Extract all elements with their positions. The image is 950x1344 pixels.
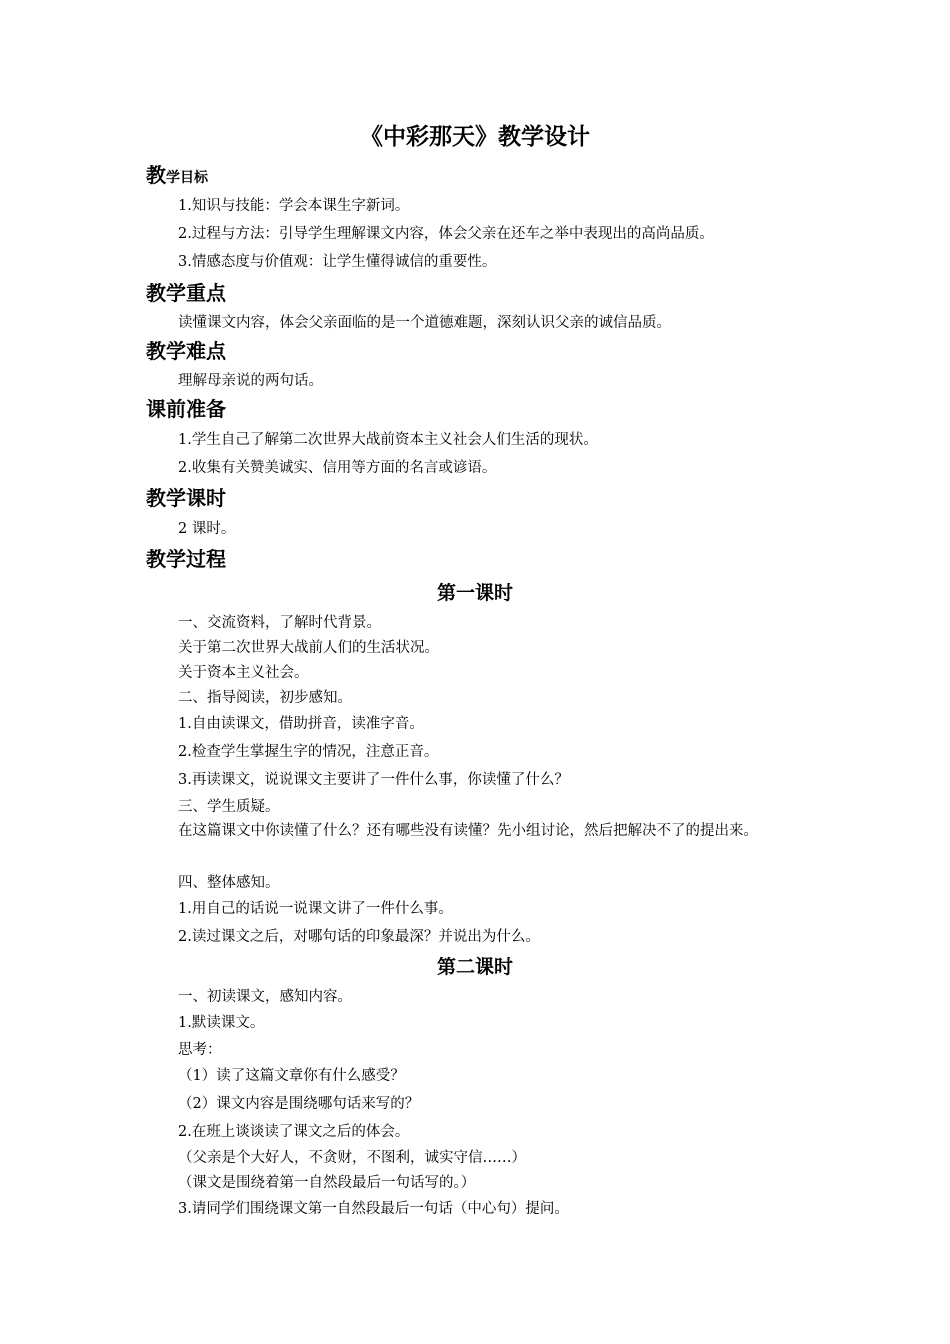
lesson2-line: （父亲是个大好人，不贪财，不图利，诚实守信……）: [178, 1150, 526, 1166]
goal-item: 1.知识与技能：学会本课生字新词。: [178, 198, 410, 214]
lesson2-line: 一、初读课文，感知内容。: [178, 989, 352, 1005]
difficulties-text: 理解母亲说的两句话。: [178, 373, 323, 389]
lesson2-line: （课文是围绕着第一自然段最后一句话写的。）: [178, 1175, 476, 1191]
heading-lesson-1: 第一课时: [436, 582, 513, 604]
lesson1-line: 2.检查学生掌握生字的情况，注意正音。: [178, 744, 439, 760]
lesson1-line: 二、指导阅读，初步感知。: [178, 690, 352, 706]
heading-difficulties: 教学难点: [146, 339, 226, 363]
lesson1-line: 1.自由读课文，借助拼音，读准字音。: [178, 716, 424, 732]
heading-teaching-process: 教学过程: [146, 547, 226, 571]
lesson1-line: 关于资本主义社会。: [178, 665, 309, 681]
lesson2-line: 3.请同学们围绕课文第一自然段最后一句话（中心句）提问。: [178, 1201, 569, 1217]
lesson1-line: 一、交流资料，了解时代背景。: [178, 615, 381, 631]
lesson1-line: 1.用自己的话说一说课文讲了一件什么事。: [178, 901, 453, 917]
key-points-text: 读懂课文内容，体会父亲面临的是一个道德难题，深刻认识父亲的诚信品质。: [178, 315, 671, 331]
lesson1-line: 关于第二次世界大战前人们的生活状况。: [178, 640, 439, 656]
lesson2-line: 2.在班上谈谈读了课文之后的体会。: [178, 1124, 410, 1140]
preparation-item: 1.学生自己了解第二次世界大战前资本主义社会人们生活的现状。: [178, 432, 598, 448]
heading-teaching-goals: [146, 162, 208, 191]
lesson1-paragraph: 在这篇课文中你读懂了什么？还有哪些没有读懂？先小组讨论，然后把解决不了的提出来。: [178, 823, 758, 839]
heading-preparation: 课前准备: [146, 397, 226, 421]
lesson1-line: 2.读过课文之后，对哪句话的印象最深？并说出为什么。: [178, 929, 540, 945]
lesson2-line: 思考：: [178, 1042, 222, 1058]
heading-class-hours: 教学课时: [146, 486, 226, 510]
lesson2-line: 1.默读课文。: [178, 1015, 265, 1031]
lesson2-line: （1）读了这篇文章你有什么感受？: [178, 1068, 405, 1084]
lesson1-line: 三、学生质疑。: [178, 799, 280, 815]
lesson2-line: （2）课文内容是围绕哪句话来写的？: [178, 1096, 420, 1112]
goal-item: 2.过程与方法：引导学生理解课文内容，体会父亲在还车之举中表现出的高尚品质。: [178, 226, 714, 242]
class-hours-text: 2 课时。: [178, 521, 236, 537]
heading-lesson-2: 第二课时: [436, 956, 513, 978]
lesson1-line: 四、整体感知。: [178, 875, 280, 891]
heading-goals-small: 学目标: [166, 170, 208, 186]
lesson1-line: 3.再读课文，说说课文主要讲了一件什么事，你读懂了什么？: [178, 772, 569, 788]
document-title: 《中彩那天》教学设计: [360, 124, 590, 150]
heading-goals-big: 教: [146, 163, 166, 187]
goal-item: 3.情感态度与价值观：让学生懂得诚信的重要性。: [178, 254, 497, 270]
preparation-item: 2.收集有关赞美诚实、信用等方面的名言或谚语。: [178, 460, 497, 476]
heading-key-points: 教学重点: [146, 281, 226, 305]
